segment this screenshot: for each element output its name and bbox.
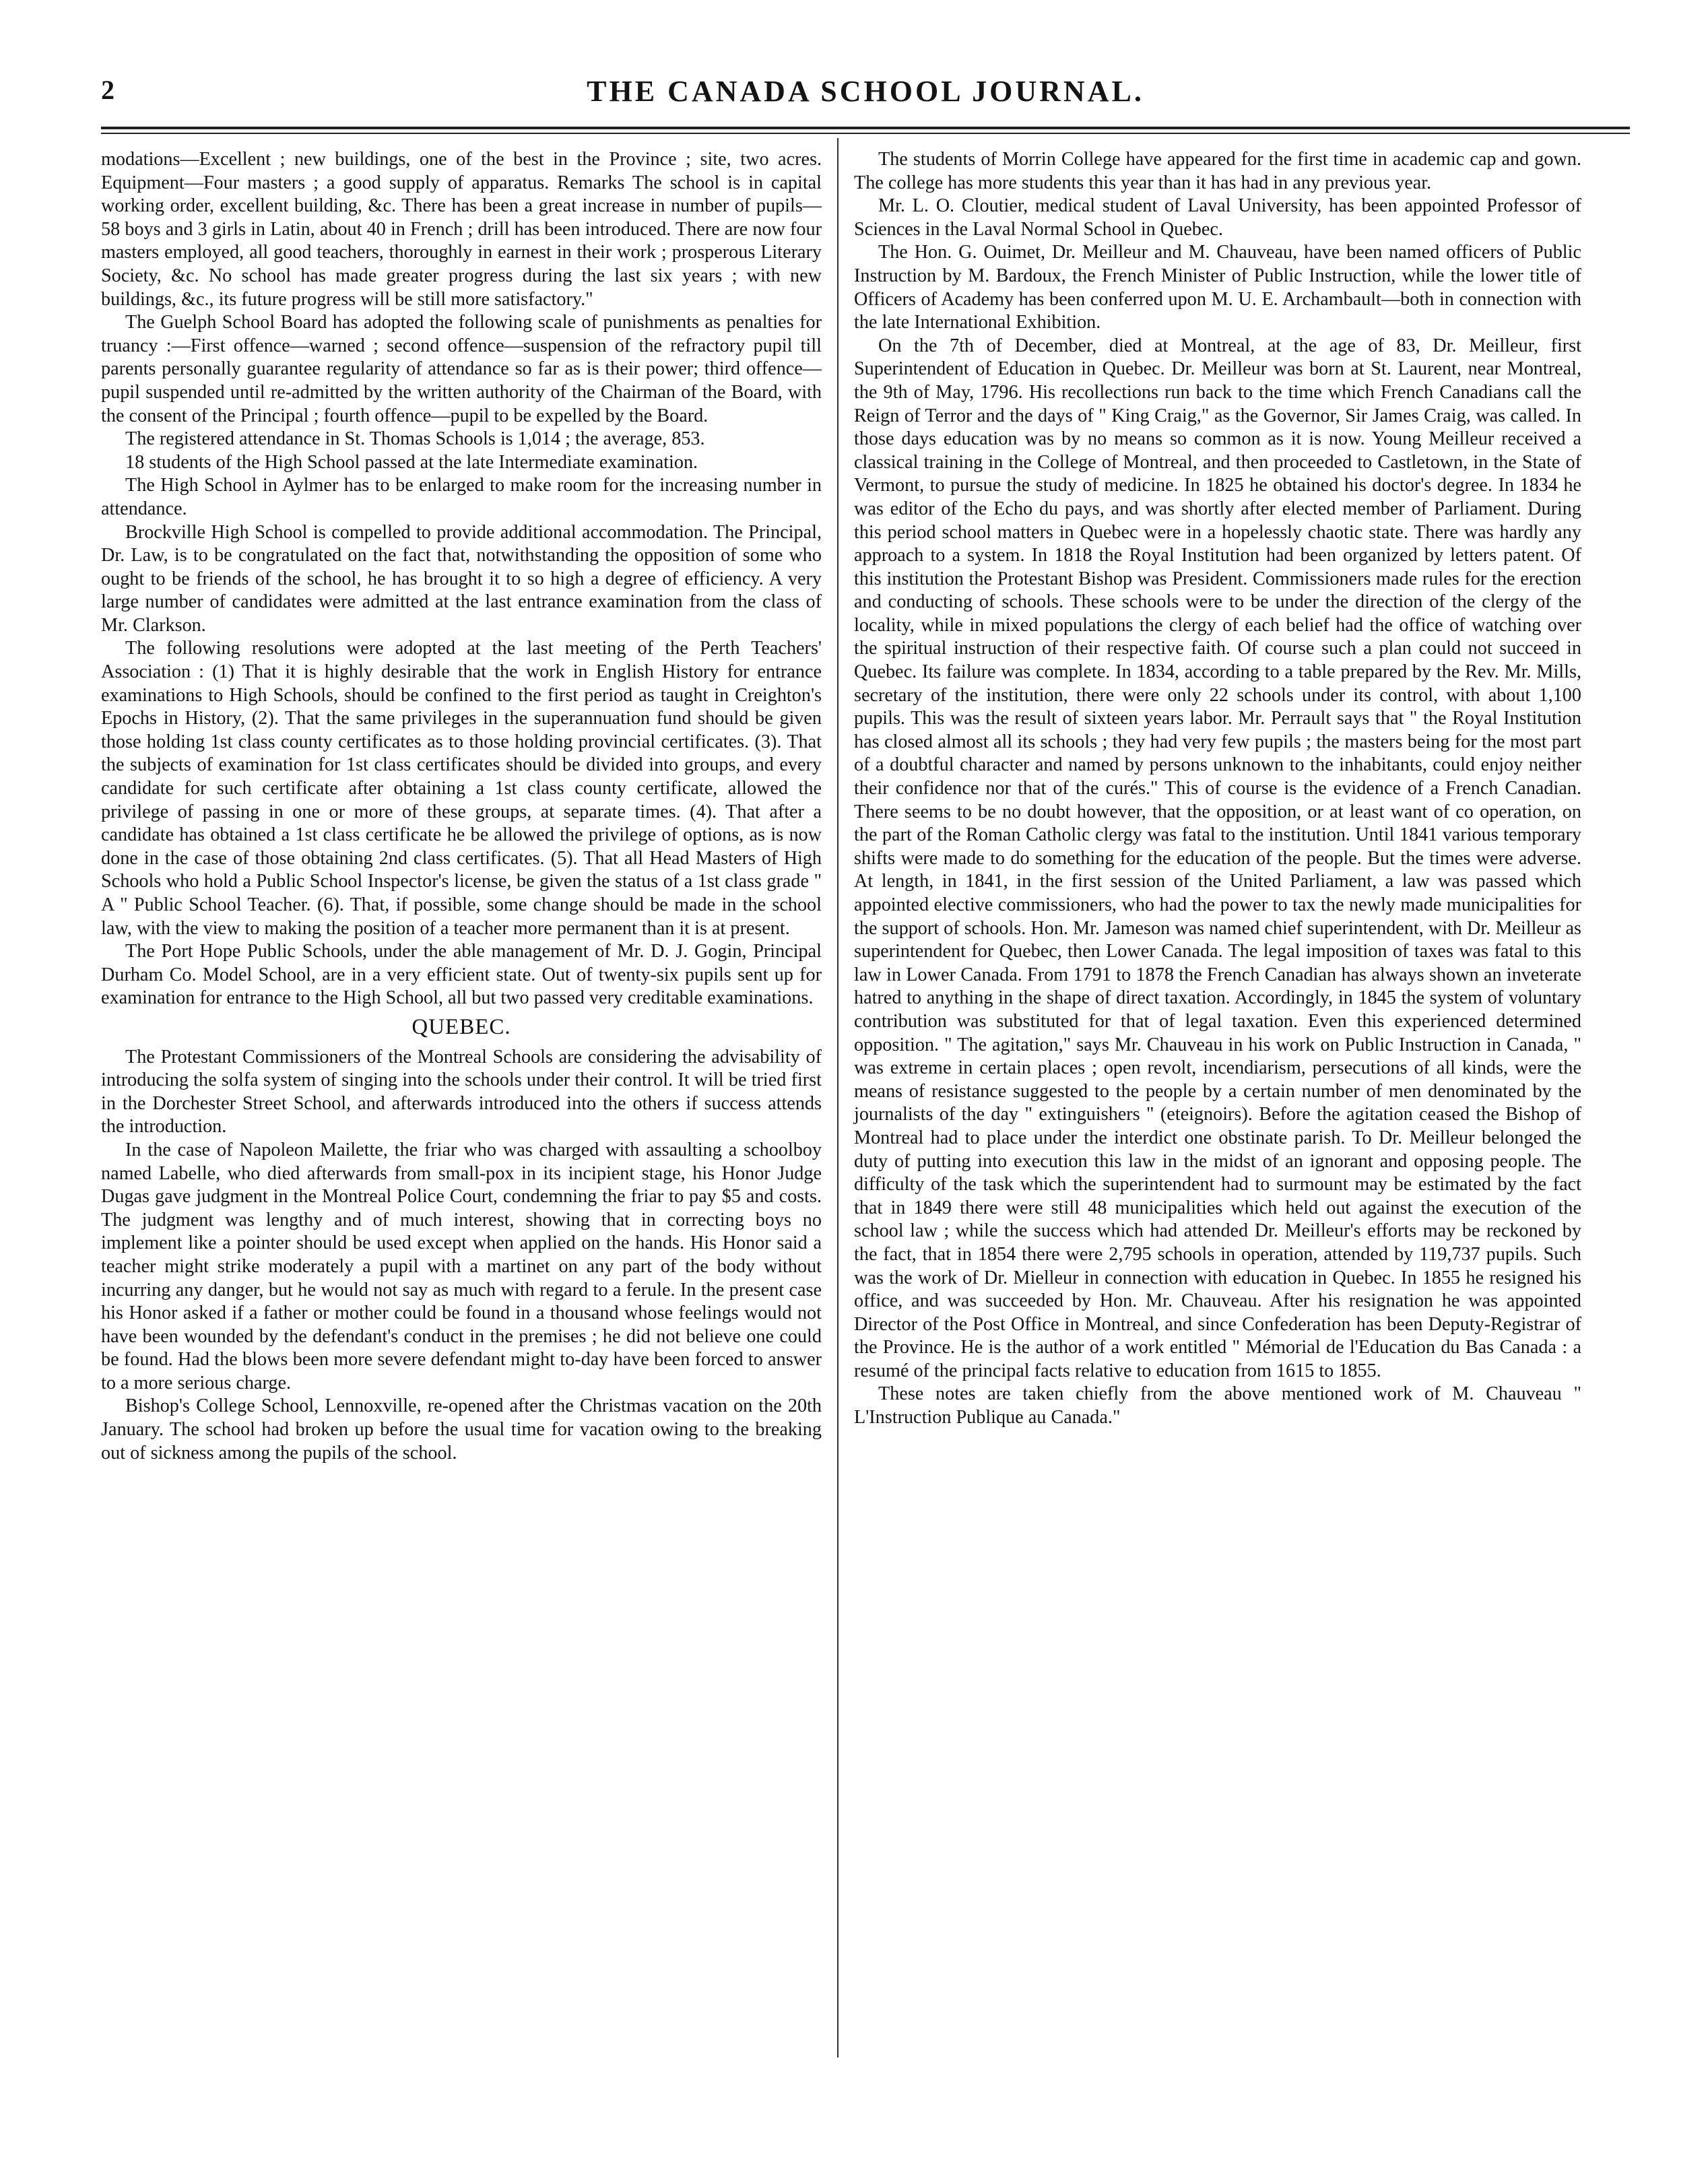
left-column (101, 148, 822, 1465)
article-paragraph: Bishop's College School, Lennoxville, re-opened after the Christmas vacation on the 20th January. The school had broken up before the usual time for vacation owing to the breaking out of sickness among the pupils of the school. (101, 1395, 822, 1463)
page-header (101, 74, 1630, 114)
page-number: 2 (101, 75, 114, 105)
article-paragraph: Brockville High School is compelled to provide additional accommodation. The Principal, Dr. Law, is to be congratulated on the fact that, notwithstanding the opposition of some who ought to be friends of the school, he has brought it to so high a degree of efficiency. A very large number of candidates were admitted at the last entrance examination from the class of Mr. Clarkson. (101, 521, 822, 636)
section-heading-quebec: QUEBEC. (412, 1014, 511, 1039)
article-paragraph: The Guelph School Board has adopted the following scale of punishments as penalties for truancy :—First offence—warned ; second offence—suspension of the refractory pupil till parents personally guarantee regularity of attendance so far as is their power; third offence—pupil suspended until re-admitted by the written authority of the Chairman of the Board, with the consent of the Principal ; fourth offence—pupil to be expelled by the Board. (101, 312, 822, 426)
article-paragraph: The Hon. G. Ouimet, Dr. Meilleur and M. Chauveau, have been named officers of Public Instruction by M. Bardoux, the French Minister of Public Instruction, while the lower title of Officers of Academy has been conferred upon M. U. E. Archambault—both in connection with the late International Exhibition. (854, 242, 1581, 333)
article-paragraph: These notes are taken chiefly from the above mentioned work of M. Chauveau " L'Instruction Publique au Canada." (854, 1383, 1581, 1428)
right-column (854, 148, 1581, 1430)
article-paragraph: The registered attendance in St. Thomas Schools is 1,014 ; the average, 853. (125, 428, 705, 450)
article-paragraph: On the 7th of December, died at Montreal, at the age of 83, Dr. Meilleur, first Superintendent of Education in Quebec. Dr. Meilleur was born at St. Laurent, near Montreal, the 9th of May, 1796. His recollections run back to the time which French Canadians call the Reign of Terror and the days of " King Craig," as the Governor, Sir James Craig, was called. In those days education was by no means so common as it is now. Young Meilleur received a classical training in the College of Montreal, and then proceeded to Castletown, in the State of Vermont, to pursue the study of medicine. In 1825 he obtained his doctor's degree. In 1834 he was editor of the Echo du pays, and was shortly after elected member of Parliament. During this period school matters in Quebec were in a hopelessly chaotic state. There was hardly any approach to a system. In 1818 the Royal Institution had been organized by letters patent. Of this institution the Protestant Bishop was President. Commissioners made rules for the erection and conducting of schools. These schools were to be under the direction of the clergy of the locality, while in mixed populations the clergy of each belief had the office of watching over the spiritual instruction of their respective faith. Of course such a plan could not succeed in Quebec. Its failure was complete. In 1834, according to a table prepared by the Rev. Mr. Mills, secretary of the institution, there were only 22 schools under its control, with about 1,100 pupils. This was the result of sixteen years labor. Mr. Perrault says that " the Royal Institution has closed almost all its schools ; they had very few pupils ; the masters being for the most part of a doubtful character and named by persons unknown to the inhabitants, could enjoy neither their confidence nor that of the curés." This of course is the evidence of a French Canadian. There seems to be no doubt however, that the opposition, or at least want of co operation, on the part of the Roman Catholic clergy was fatal to the institution. Until 1841 various temporary shifts were made to do something for the education of the people. But the times were adverse. At length, in 1841, in the first session of the United Parliament, a law was passed which appointed elective commissioners, who had the power to tax the newly made municipalities for the support of schools. Hon. Mr. Jameson was named chief superintendent, with Dr. Meilleur as superintendent for Quebec, then Lower Canada. The legal imposition of taxes was fatal to this law in Lower Canada. From 1791 to 1878 the French Canadian has always shown an inveterate hatred to anything in the shape of direct taxation. Accordingly, in 1845 the system of voluntary contribution was substituted for that of legal taxation. Even this experienced determined opposition. " The agitation," says Mr. Chauveau in his work on Public Instruction in Canada, " was extreme in certain places ; open revolt, incendiarism, persecutions of all kinds, were the means of resistance suggested to the people by a certain number of men denominated by the journalists of the day " extinguishers " (eteignoirs). Before the agitation ceased the Bishop of Montreal had to place under the interdict one obstinate parish. To Dr. Meilleur belonged the duty of putting into execution this law in the midst of an ignorant and opposing people. The difficulty of the task which the superintendent had to surmount may be estimated by the fact that in 1849 there were still 48 municipalities which held out against the execution of the school law ; while the success which had attended Dr. Meilleur's efforts may be reckoned by the fact, that in 1854 there were 2,795 schools in operation, attended by 119,737 pupils. Such was the work of Dr. Mielleur in connection with education in Quebec. In 1855 he resigned his office, and was succeeded by Hon. Mr. Chauveau. After his resignation he was appointed Director of the Post Office in Montreal, and since Confederation has been Deputy-Registrar of the Province. He is the author of a work entitled " Mémorial de l'Education du Bas Canada : a resumé of the principal facts relative to education from 1615 to 1855. (854, 335, 1581, 1381)
header-rule-thick (101, 127, 1630, 129)
journal-title: THE CANADA SCHOOL JOURNAL. (587, 75, 1144, 108)
article-paragraph: The Port Hope Public Schools, under the able management of Mr. D. J. Gogin, Principal Durham Co. Model School, are in a very efficient state. Out of twenty-six pupils sent up for examination for entrance to the High School, all but two passed very creditable examinations. (101, 941, 822, 1009)
article-paragraph: The following resolutions were adopted at the last meeting of the Perth Teachers' Association : (1) That it is highly desirable that the work in English History for entrance examinations to High Schools, should be confined to the first period as taught in Creighton's Epochs in History, (2). That the same privileges in the superannuation fund should be given those holding 1st class county certificates as to those holding provincial certificates. (3). That the subjects of examination for 1st class certificates should be divided into groups, and every candidate for such certificate after obtaining a 1st class county certificate, allowed the privilege of passing in one or more of these groups, at separate times. (4). That after a candidate has obtained a 1st class certificate he be allowed the privilege of options, as is now done in the case of those obtaining 2nd class certificates. (5). That all Head Masters of High Schools who hold a Public School Inspector's license, be given the status of a 1st class grade " A " Public School Teacher. (6). That, if possible, some change should be made in the school law, with the view to making the position of a teacher more permanent than it is at present. (101, 638, 822, 939)
article-paragraph: In the case of Napoleon Mailette, the friar who was charged with assaulting a schoolboy named Labelle, who died afterwards from small-pox in its incipient stage, his Honor Judge Dugas gave judgment in the Montreal Police Court, condemning the friar to pay $5 and costs. The judgment was lengthy and of much interest, showing that in correcting boys no implement like a pointer should be used except when applied on the hands. His Honor said a teacher might strike moderately a pupil with a martinet on any part of the body without incurring any danger, but he would not say as much with regard to a ferule. In the present case his Honor asked if a father or mother could be found in a thousand whose feelings would not have been wounded by the defendant's conduct in the premises ; he did not believe one could be found. Had the blows been more severe defendant might to-day have been forced to answer to a more serious charge. (101, 1139, 822, 1393)
article-paragraph: modations—Excellent ; new buildings, one of the best in the Province ; site, two acres. Equipment—Four masters ; a good supply of apparatus. Remarks The school is in capital working order, excellent building, &c. There has been a great increase in number of pupils—58 boys and 3 girls in Latin, about 40 in French ; drill has been introduced. There are now four masters employed, all good teachers, thoroughly in earnest in their work ; prosperous Literary Society, &c. No school has made greater progress during the last six years ; with new buildings, &c., its future progress will be still more satisfactory." (101, 149, 822, 310)
article-paragraph: 18 students of the High School passed at the late Intermediate examination. (125, 451, 698, 473)
column-divider (837, 138, 839, 2057)
article-paragraph: The High School in Aylmer has to be enlarged to make room for the increasing number in attendance. (101, 475, 822, 519)
article-paragraph: The students of Morrin College have appeared for the first time in academic cap and gown. The college has more students this year than it has had in any previous year. (854, 149, 1581, 193)
article-paragraph: The Protestant Commissioners of the Montreal Schools are considering the advisability of introducing the solfa system of singing into the schools under their control. It will be tried first in the Dorchester Street School, and afterwards introduced into the others if success attends the introduction. (101, 1046, 822, 1138)
article-paragraph: Mr. L. O. Cloutier, medical student of Laval University, has been appointed Professor of Sciences in the Laval Normal School in Quebec. (854, 195, 1581, 240)
header-rule-thin (101, 133, 1630, 134)
